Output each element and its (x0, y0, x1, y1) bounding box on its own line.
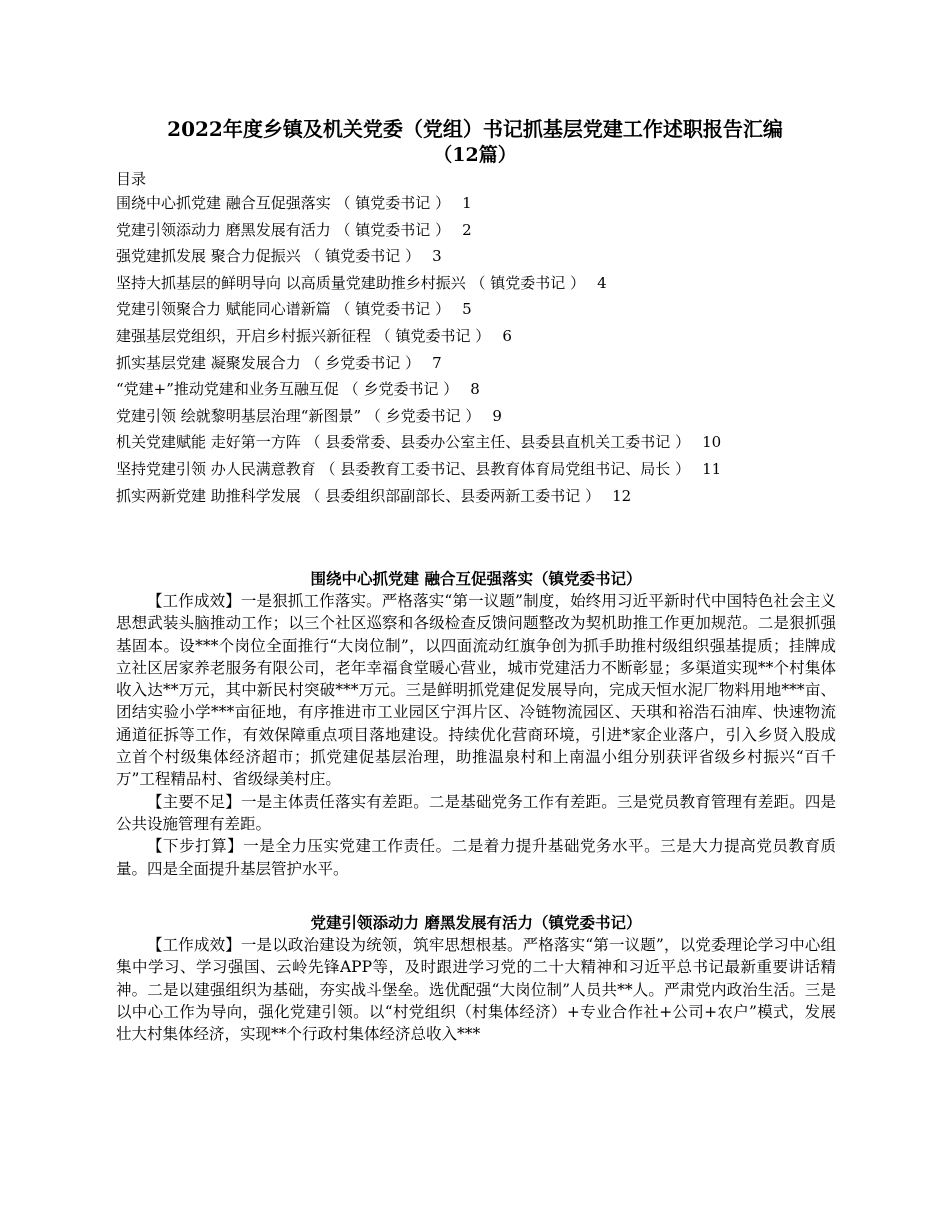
toc-item-page: 7 (432, 353, 442, 372)
toc-item[interactable] (116, 456, 816, 483)
toc-item-page: 3 (432, 247, 442, 266)
toc-item[interactable] (116, 243, 816, 270)
toc-item-text: 坚持党建引领 办人民满意教育 （ 县委教育工委书记、县教育体育局党组书记、局长 ） (116, 459, 691, 478)
toc-item[interactable] (116, 270, 816, 297)
section-title: 党建引领添动力 磨黑发展有活力（镇党委书记） (310, 913, 642, 932)
toc-item[interactable] (116, 190, 816, 217)
toc-item[interactable] (116, 429, 816, 456)
section-paragraph: 【工作成效】一是以政治建设为统领，筑牢思想根基。严格落实“第一议题”，以党委理论学习中心组集中学习、学习强国、云岭先锋APP等，及时跟进学习党的二十大精神和习近平总书记最新重要讲话精神。二是以建强组织为基础，夯实战斗堡垒。选优配强“大岗位制”人员共**人。严肃党内政治生活。三是以中心工作为导向，强化党建引领。以“村党组织（村集体经济）+专业合作社+公司+农户”模式，发展壮大村集体经济，实现**个行政村集体经济总收入*** (116, 936, 836, 1044)
toc-item[interactable] (116, 350, 816, 377)
table-of-contents (116, 190, 816, 509)
toc-item-text: “党建+”推动党建和业务互融互促 （ 乡党委书记 ） (116, 380, 459, 399)
document-title-count: （12篇） (433, 144, 517, 166)
toc-item[interactable] (116, 296, 816, 323)
toc-item-text: 强党建抓发展 聚合力促振兴 （ 镇党委书记 ） (116, 247, 421, 266)
toc-item-page: 10 (702, 433, 722, 452)
toc-item[interactable] (116, 217, 816, 244)
toc-item-page: 5 (462, 300, 472, 319)
toc-item-text: 建强基层党组织，开启乡村振兴新征程 （ 镇党委书记 ） (116, 326, 491, 345)
toc-item[interactable] (116, 483, 816, 510)
toc-item-page: 4 (597, 273, 607, 292)
toc-item-text: 党建引领添动力 磨黑发展有活力 （ 镇党委书记 ） (116, 220, 451, 239)
toc-item-page: 1 (462, 194, 472, 212)
toc-item-text: 抓实两新党建 助推科学发展 （ 县委组织部副部长、县委两新工委书记 ） (116, 486, 601, 505)
toc-item-text: 坚持大抓基层的鲜明导向 以高质量党建助推乡村振兴 （ 镇党委书记 ） (116, 273, 586, 292)
section-paragraph: 【下步打算】一是全力压实党建工作责任。二是着力提升基础党务水平。三是大力提高党员教育质量。四是全面提升基层管护水平。 (116, 837, 836, 878)
toc-item[interactable] (116, 376, 816, 403)
toc-item-page: 8 (470, 380, 480, 399)
toc-item[interactable] (116, 323, 816, 350)
toc-item[interactable] (116, 403, 816, 430)
section-paragraph: 【主要不足】一是主体责任落实有差距。二是基础党务工作有差距。三是党员教育管理有差距。四是公共设施管理有差距。 (116, 792, 836, 833)
report-section (116, 912, 836, 1045)
toc-item-text: 党建引领 绘就黎明基层治理“新图景” （ 乡党委书记 ） (116, 406, 481, 425)
document-title: 2022年度乡镇及机关党委（党组）书记抓基层党建工作述职报告汇编 (167, 117, 783, 141)
toc-item-text: 机关党建赋能 走好第一方阵 （ 县委常委、县委办公室主任、县委县直机关工委书记 ） (116, 433, 691, 452)
toc-item-text: 党建引领聚合力 赋能同心谱新篇 （ 镇党委书记 ） (116, 300, 451, 319)
toc-item-page: 2 (462, 220, 472, 239)
report-section (116, 568, 836, 880)
toc-item-page: 9 (492, 406, 502, 425)
section-paragraph: 【工作成效】一是狠抓工作落实。严格落实“第一议题”制度，始终用习近平新时代中国特色社会主义思想武装头脑推动工作；以三个社区巡察和各级检查反馈问题整改为契机助推工作更加规范。二是狠抓强基固本。设***个岗位全面推行“大岗位制”，以四面流动红旗争创为抓手助推村级组织强基提质；挂牌成立社区居家养老服务有限公司，老年幸福食堂暖心营业，城市党建活力不断彰显；多渠道实现**个村集体收入达**万元，其中新民村突破***万元。三是鲜明抓党建促发展导向，完成天恒水泥厂物料用地***亩、团结实验小学***亩征地，有序推进市工业园区宁洱片区、冷链物流园区、天琪和裕浩石油库、快速物流通道征拆等工作，有效保障重点项目落地建设。持续优化营商环境，引进*家企业落户，引入乡贤入股成立首个村级集体经济超市；抓党建促基层治理，助推温泉村和上南温小组分别获评省级乡村振兴“百千万”工程精品村、省级绿美村庄。 (116, 592, 836, 789)
toc-heading: 目录 (116, 170, 147, 188)
toc-item-page: 6 (502, 326, 512, 345)
toc-item-text: 抓实基层党建 凝聚发展合力 （ 乡党委书记 ） (116, 353, 421, 372)
toc-item-page: 11 (702, 459, 722, 478)
section-title: 围绕中心抓党建 融合互促强落实（镇党委书记） (310, 569, 642, 588)
toc-item-page: 12 (612, 486, 632, 505)
toc-item-text: 围绕中心抓党建 融合互促强落实 （ 镇党委书记 ） (116, 194, 451, 212)
